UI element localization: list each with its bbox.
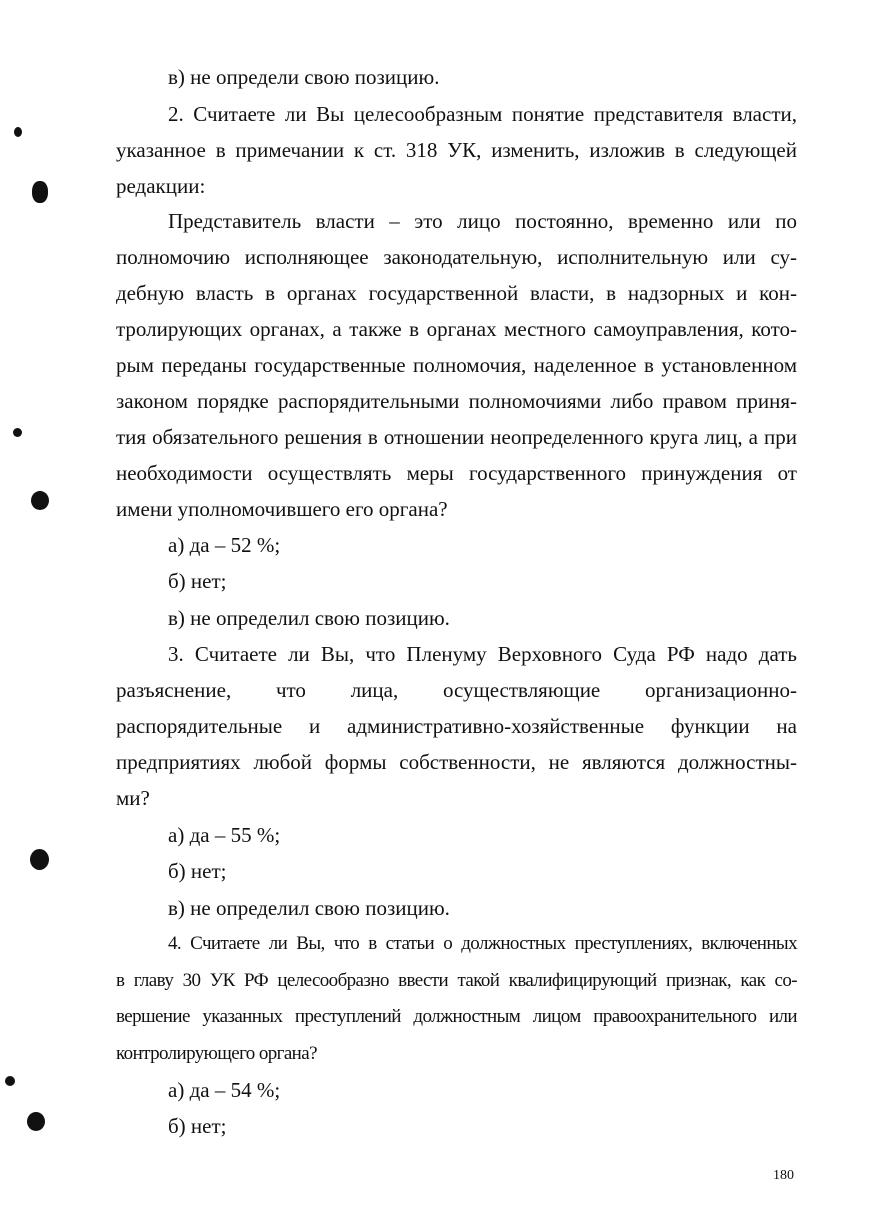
answer-option: в) не определил свою позицию. — [168, 606, 450, 630]
punch-mark — [32, 181, 48, 203]
punch-mark — [31, 491, 49, 510]
text-line: полномочию исполняющее законодательную, исполнительную или су- — [116, 245, 797, 269]
answer-option: б) нет; — [168, 1114, 227, 1138]
text-line: в) не определи свою позицию. — [168, 65, 440, 89]
text-line: указанное в примечании к ст. 318 УК, изменить, изложив в следующей — [116, 138, 797, 162]
text-line: редакции: — [116, 174, 206, 198]
text-line: контролирующего органа? — [116, 1043, 317, 1064]
answer-option: в) не определил свою позицию. — [168, 896, 450, 920]
text-line: вершение указанных преступлений должностным лицом правоохранительного или — [116, 1006, 797, 1027]
text-line: 3. Считаете ли Вы, что Пленуму Верховного Суда РФ надо дать — [168, 642, 797, 666]
answer-option: а) да – 54 %; — [168, 1078, 281, 1102]
text-line: необходимости осуществлять меры государственного принуждения от — [116, 461, 797, 485]
text-line: тия обязательного решения в отношении неопределенного круга лиц, а при — [116, 425, 797, 449]
text-line: в главу 30 УК РФ целесообразно ввести такой квалифицирующий признак, как со- — [116, 970, 797, 991]
punch-mark — [5, 1076, 15, 1086]
text-line: дебную власть в органах государственной власти, в надзорных и кон- — [116, 281, 797, 305]
punch-mark — [30, 849, 49, 870]
text-line: Представитель власти – это лицо постоянно, временно или по — [168, 209, 797, 233]
answer-option: а) да – 52 %; — [168, 533, 281, 557]
text-line: рым переданы государственные полномочия, наделенное в установленном — [116, 353, 797, 377]
answer-option: б) нет; — [168, 569, 227, 593]
text-line: предприятиях любой формы собственности, не являются должностны- — [116, 750, 797, 774]
text-line: законом порядке распорядительными полномочиями либо правом приня- — [116, 389, 797, 413]
punch-mark — [13, 428, 22, 437]
text-line: имени уполномочившего его органа? — [116, 497, 448, 521]
punch-mark — [14, 127, 22, 137]
punch-mark — [27, 1112, 45, 1131]
answer-option: а) да – 55 %; — [168, 823, 281, 847]
text-line: 2. Считаете ли Вы целесообразным понятие представителя власти, — [168, 102, 797, 126]
text-line: разъяснение, что лица, осуществляющие организационно- — [116, 678, 797, 702]
answer-option: б) нет; — [168, 859, 227, 883]
text-line: тролирующих органах, а также в органах местного самоуправления, кото- — [116, 317, 797, 341]
text-line: распорядительные и административно-хозяйственные функции на — [116, 714, 797, 738]
text-line: ми? — [116, 786, 150, 810]
text-line: 4. Считаете ли Вы, что в статьи о должностных преступлениях, включенных — [168, 933, 797, 954]
page-number: 180 — [773, 1168, 794, 1183]
